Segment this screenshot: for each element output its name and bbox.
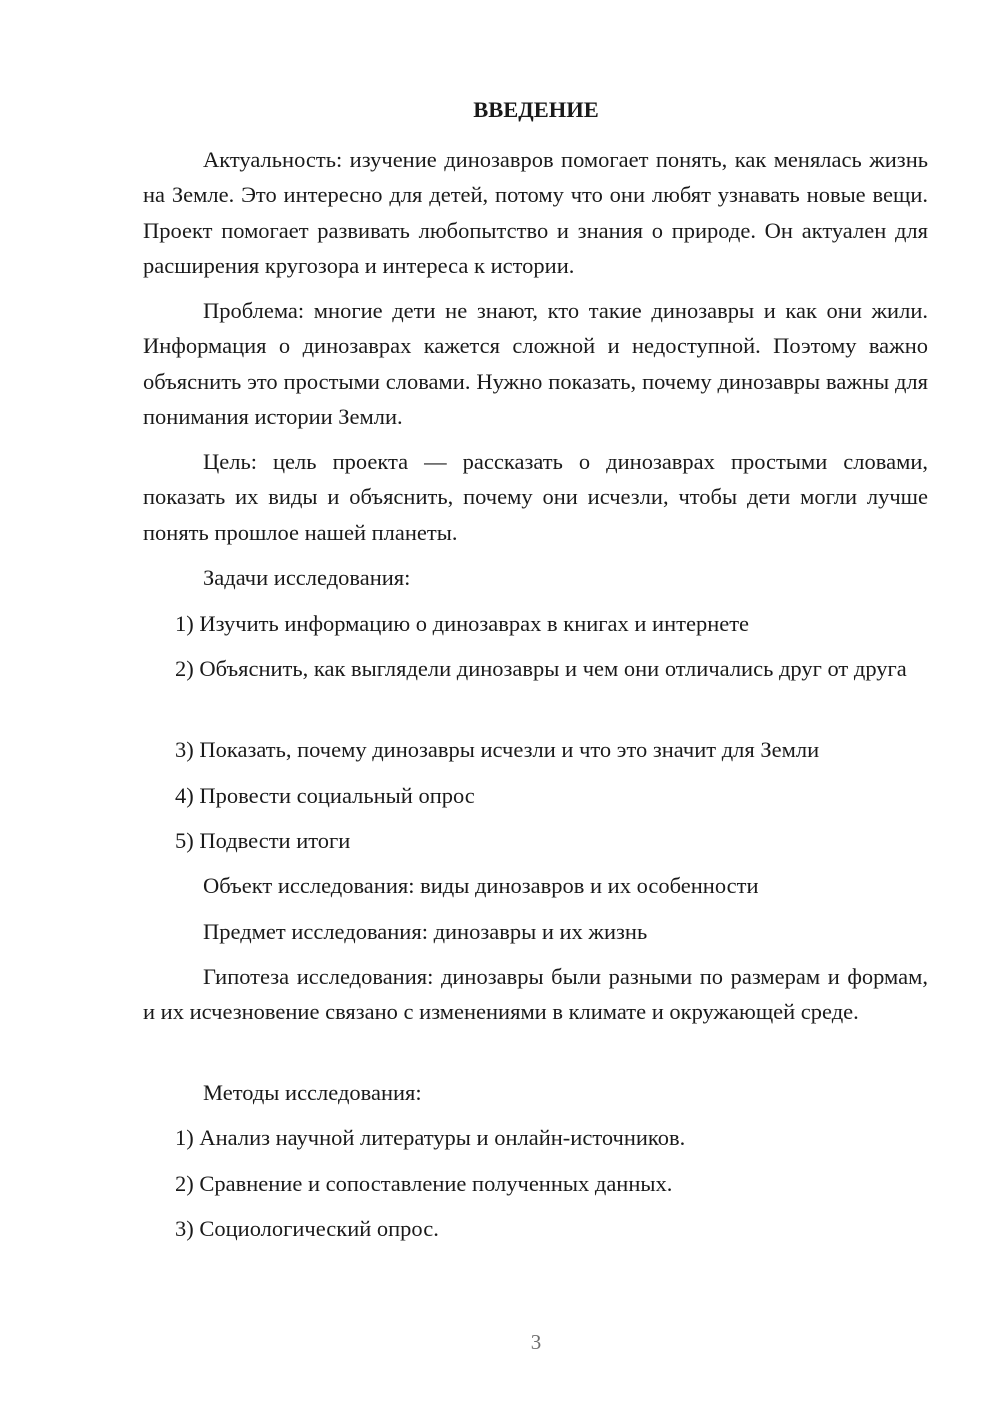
object-paragraph: Объект исследования: виды динозавров и их особенности — [203, 873, 759, 898]
goal-paragraph: Цель: цель проекта — рассказать о динозаврах простыми словами, показать их виды и объяснить, почему они исчезли, чтобы дети могли лучше понять прошлое нашей планеты. — [143, 449, 928, 545]
task-item: 2) Объяснить, как выглядели динозавры и чем они отличались друг от друга — [175, 656, 907, 681]
subject-paragraph: Предмет исследования: динозавры и их жизнь — [203, 919, 648, 944]
problem-paragraph: Проблема: многие дети не знают, кто такие динозавры и как они жили. Информация о динозаврах кажется сложной и недоступной. Поэтому важно объяснить это простыми словами. Нужно показать, почему динозавры важны для понимания истории Земли. — [143, 298, 928, 430]
method-item: 3) Социологический опрос. — [175, 1216, 439, 1241]
relevance-paragraph: Актуальность: изучение динозавров помогает понять, как менялась жизнь на Земле. Это интересно для детей, потому что они любят узнавать новые вещи. Проект помогает развивать любопытство и знания о природе. Он актуален для расширения кругозора и интереса к истории. — [143, 147, 928, 279]
page-number: 3 — [530, 1330, 542, 1354]
task-item: 4) Провести социальный опрос — [175, 783, 475, 808]
task-item: 5) Подвести итоги — [175, 828, 351, 853]
method-item: 1) Анализ научной литературы и онлайн-источников. — [175, 1125, 686, 1150]
hypothesis-paragraph: Гипотеза исследования: динозавры были разными по размерам и формам, и их исчезновение связано с изменениями в климате и окружающей среде. — [143, 964, 928, 1025]
task-item: 1) Изучить информацию о динозаврах в книгах и интернете — [175, 611, 750, 636]
task-item: 3) Показать, почему динозавры исчезли и что это значит для Земли — [175, 737, 820, 762]
tasks-title: Задачи исследования: — [203, 565, 411, 590]
method-item: 2) Сравнение и сопоставление полученных данных. — [175, 1171, 673, 1196]
section-heading: ВВЕДЕНИЕ — [473, 97, 599, 122]
methods-title: Методы исследования: — [203, 1080, 422, 1105]
